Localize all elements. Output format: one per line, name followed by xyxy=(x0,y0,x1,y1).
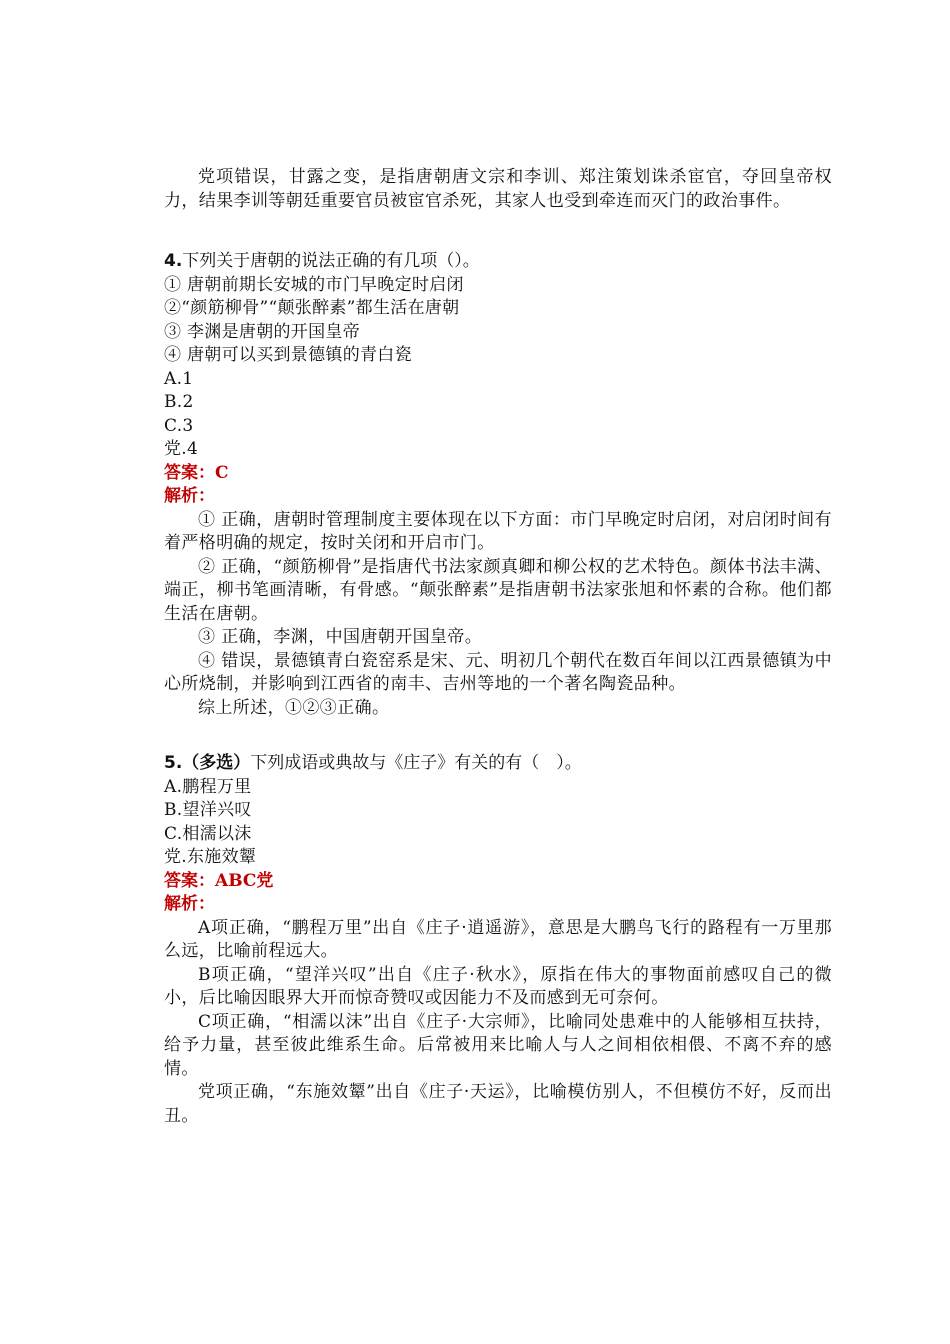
question-4-analysis-item: ① 正确，唐朝时管理制度主要体现在以下方面：市门早晚定时启闭，对启闭时间有着严格明确的规定，按时关闭和开启市门。 xyxy=(164,509,832,553)
question-4-analysis-summary: 综上所述，①②③正确。 xyxy=(198,697,390,718)
question-5-analysis-label: 解析： xyxy=(164,894,215,914)
question-5-option-c: C.相濡以沫 xyxy=(164,823,252,844)
question-5-option-a: A.鹏程万里 xyxy=(164,776,252,797)
question-5 xyxy=(164,752,832,1128)
question-4-statement: ③ 李渊是唐朝的开国皇帝 xyxy=(164,321,361,342)
question-4-statement: ① 唐朝前期长安城的市门早晚定时启闭 xyxy=(164,274,464,295)
intro-paragraph: 党项错误，甘露之变，是指唐朝唐文宗和李训、郑注策划诛杀宦官，夺回皇帝权力，结果李训等朝廷重要官员被宦官杀死，其家人也受到牵连而灭门的政治事件。 xyxy=(164,167,832,211)
question-4-analysis-item: ③ 正确，李渊，中国唐朝开国皇帝。 xyxy=(198,627,483,647)
question-5-title xyxy=(164,752,832,776)
question-4-analysis-item: ② 正确，“颜筋柳骨”是指唐代书法家颜真卿和柳公权的艺术特色。颜体书法丰满、端正，柳书笔画清晰，有骨感。“颠张醉素”是指唐朝书法家张旭和怀素的合称。他们都生活在唐朝。 xyxy=(164,556,832,624)
question-4-answer: 答案：C xyxy=(164,462,229,483)
question-4-option-b: B.2 xyxy=(164,392,194,412)
question-4-option-a: A.1 xyxy=(164,368,194,389)
question-4-text: 下列关于唐朝的说法正确的有几项（）。 xyxy=(182,251,480,271)
question-5-analysis-item: C项正确，“相濡以沫”出自《庄子·大宗师》，比喻同处患难中的人能够相互扶持，给予力量，甚至彼此维系生命。后常被用来比喻人与人之间相依相偎、不离不弃的感情。 xyxy=(164,1011,832,1079)
document-content xyxy=(164,166,832,1128)
question-4 xyxy=(164,250,832,720)
question-4-statement: ②“颜筋柳骨”“颠张醉素”都生活在唐朝 xyxy=(164,298,460,318)
spacer xyxy=(164,720,832,752)
question-4-analysis-item: ④ 错误，景德镇青白瓷窑系是宋、元、明初几个朝代在数百年间以江西景德镇为中心所烧制，并影响到江西省的南丰、吉州等地的一个著名陶瓷品种。 xyxy=(164,650,832,694)
question-5-analysis-item: A项正确，“鹏程万里”出自《庄子·逍遥游》，意思是大鹏鸟飞行的路程有一万里那么远，比喻前程远大。 xyxy=(164,917,832,961)
question-5-option-d: 党.东施效颦 xyxy=(164,847,257,867)
question-4-title xyxy=(164,250,832,274)
question-5-option-b: B.望洋兴叹 xyxy=(164,800,252,820)
spacer xyxy=(164,213,832,250)
question-5-analysis-item: B项正确，“望洋兴叹”出自《庄子·秋水》，原指在伟大的事物面前感叹自己的微小，后比喻因眼界大开而惊奇赞叹或因能力不及而感到无可奈何。 xyxy=(164,964,832,1008)
question-4-option-c: C.3 xyxy=(164,415,194,436)
question-5-analysis-item: 党项正确，“东施效颦”出自《庄子·天运》，比喻模仿别人，不但模仿不好，反而出丑。 xyxy=(164,1082,832,1126)
question-4-analysis-label: 解析： xyxy=(164,486,215,506)
question-5-number: 5. xyxy=(164,753,183,773)
question-4-number: 4. xyxy=(164,251,183,271)
question-5-answer: 答案：ABC党 xyxy=(164,870,274,891)
question-5-text: 下列成语或典故与《庄子》有关的有（ ）。 xyxy=(250,753,582,773)
question-4-option-d: 党.4 xyxy=(164,439,199,459)
question-5-tag: （多选） xyxy=(182,753,251,773)
question-4-statement: ④ 唐朝可以买到景德镇的青白瓷 xyxy=(164,345,412,365)
